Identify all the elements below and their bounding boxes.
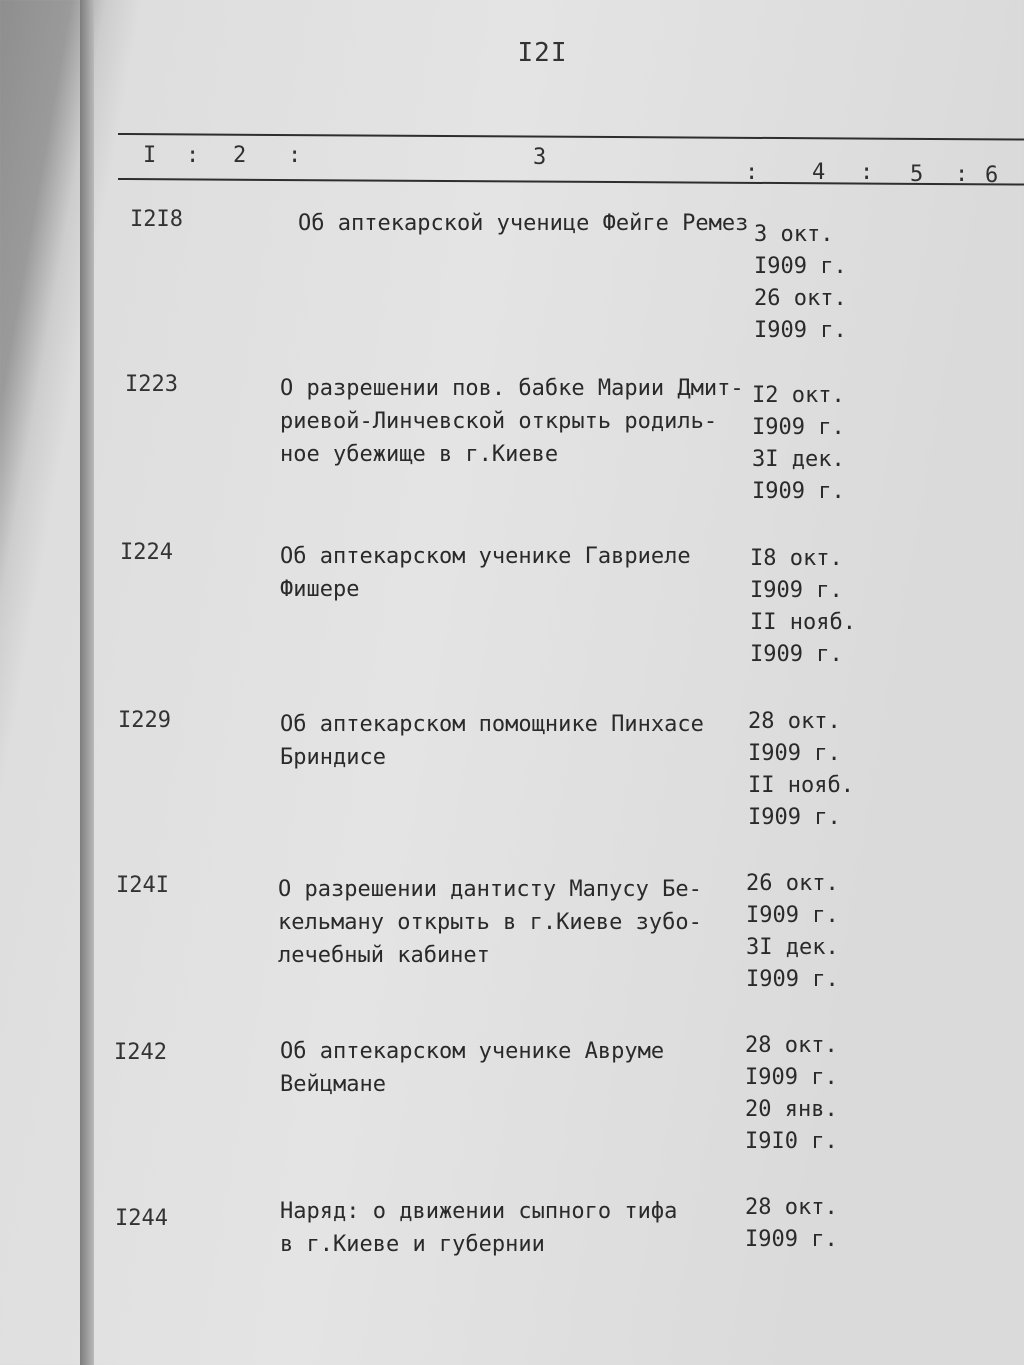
col-1: I: [143, 143, 157, 168]
col-6: 6: [985, 163, 999, 188]
col-4: 4: [812, 160, 826, 185]
col-2: 2: [233, 143, 247, 168]
entry-description: О разрешении дантисту Мапусу Бе- кельману открыть в г.Киеве зубо- лечебный кабинет: [278, 877, 702, 968]
entry-number: I24I: [116, 873, 169, 898]
entry-dates: 28 окт. I909 г. 20 янв. I9I0 г.: [745, 1033, 838, 1154]
entry-dates: 28 окт. I909 г.: [745, 1195, 838, 1252]
entry-dates: 26 окт. I909 г. 3I дек. I909 г.: [746, 871, 839, 992]
col-sep: :: [745, 160, 759, 185]
col-5: 5: [910, 162, 924, 187]
col-sep: :: [860, 160, 874, 185]
entry-number: I244: [115, 1206, 168, 1231]
entry-description: Наряд: о движении сыпного тифа в г.Киеве и губернии: [280, 1199, 678, 1257]
entry-number: I229: [118, 708, 171, 733]
col-sep: :: [186, 143, 200, 168]
entry-dates: I8 окт. I909 г. II нояб. I909 г.: [750, 546, 856, 667]
entry-number: I242: [114, 1040, 167, 1065]
entry-description: О разрешении пов. бабке Марии Дмит- риевой-Линчевской открыть родиль- ное убежище в г.Киеве: [280, 376, 744, 467]
col-sep: :: [955, 162, 969, 187]
entry-description: Об аптекарском ученике Гавриеле Фишере: [280, 544, 691, 602]
entry-description: Об аптекарском ученике Авруме Вейцмане: [280, 1039, 665, 1097]
header-rule-top: [118, 133, 1024, 141]
entry-number: I2I8: [130, 207, 183, 232]
page-number: I2I: [517, 38, 568, 68]
bleed-through: [285, 244, 705, 274]
entry-dates: 3 окт. I909 г. 26 окт. I909 г.: [754, 222, 847, 343]
header-rule-bottom: [118, 178, 1024, 186]
entry-description: Об аптекарском помощнике Пинхасе Бриндисе: [280, 712, 704, 770]
entry-dates: I2 окт. I909 г. 3I дек. I909 г.: [752, 383, 845, 504]
col-3: 3: [533, 145, 547, 170]
entry-number: I223: [125, 372, 178, 397]
entry-dates: 28 окт. I909 г. II нояб. I909 г.: [748, 709, 854, 830]
entry-number: I224: [120, 540, 173, 565]
entry-description: Об аптекарской ученице Фейге Ремез: [298, 211, 749, 236]
binding-edge: [80, 0, 94, 1365]
col-sep: :: [288, 143, 302, 168]
